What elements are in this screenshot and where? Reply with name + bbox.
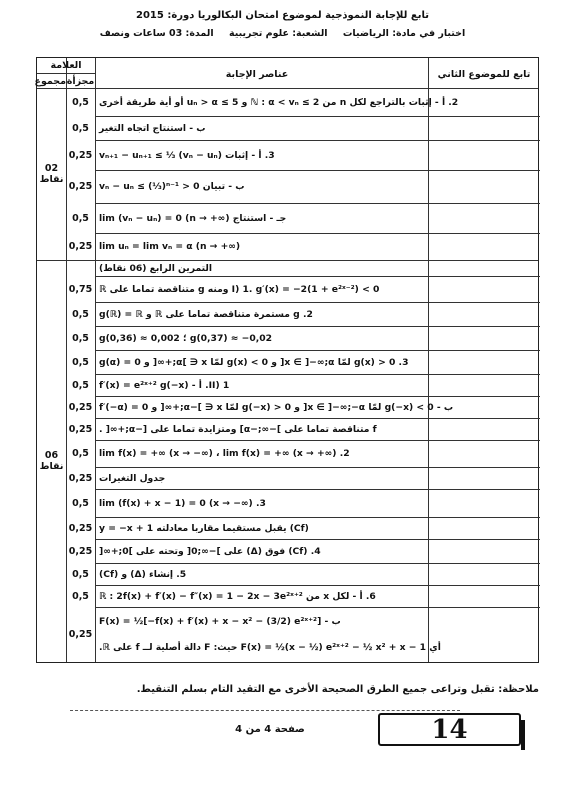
answer-row: 3. g(x) > 0 لمّا x ∈ ]−∞;α[ و g(x) < 0 لمّا x ∈ ]α;+∞[ و g(α) = 0 xyxy=(99,356,409,368)
partial-points: 0,5 xyxy=(72,590,89,602)
section1-total xyxy=(37,88,66,260)
total-unit: نقاط xyxy=(39,174,64,185)
answer-row: 4. (Cf) فوق (Δ) على ]−∞;0[ وتحته على ]0;+∞[ xyxy=(99,545,321,557)
total-value: 02 xyxy=(44,162,59,174)
answer-row: جـ - استنتاج lim (vₙ − uₙ) = 0 (n → +∞) xyxy=(99,212,287,224)
partial-points: 0,5 xyxy=(72,122,89,134)
partial-points: 0,5 xyxy=(72,308,89,320)
answer-row: جدول التغيرات xyxy=(99,472,166,484)
partial-points: 0,5 xyxy=(72,448,89,459)
answer-row: (Cf) يقبل مستقيما مقاربا معادلته y = −x + 1 xyxy=(99,522,309,534)
answer-row: f متناقصة تماما على ]−∞;−α] ومتزايدة تماما على [−α;+∞[ . xyxy=(99,423,377,435)
answer-row: 2. أ - إثبات بالتراجع لكل n من ℕ : α < vₙ ≤ 2 و 5 ≥ uₙ > α أو أية طريقة أخرى xyxy=(99,96,459,108)
total-unit: نقاط xyxy=(39,461,64,472)
answer-row: أي F(x) = ½(x − ½) e²ˣ⁺² − ½ x² + x − 1 حيث: F دالة أصلية لــ f على ℝ. xyxy=(99,641,441,653)
divider xyxy=(428,58,429,662)
total-header: مجموع xyxy=(34,76,66,87)
answer-row: ب - تبيان 0 < vₙ − uₙ ≤ (⅓)ⁿ⁻¹ xyxy=(99,181,245,192)
grading-table xyxy=(36,57,539,663)
answer-row: 5. إنشاء (Δ) و (Cf) xyxy=(99,568,187,580)
exam-subject: اختبار في مادة: الرياضيات xyxy=(342,28,466,39)
partial-points: 0,25 xyxy=(68,629,93,640)
partial-points: 0,25 xyxy=(68,149,93,161)
total-value: 06 xyxy=(44,449,59,461)
partial-points: 0,25 xyxy=(68,181,93,192)
document-title: تابع للإجابة النموذجية لموضوع امتحان البكالوريا دورة: 2015 xyxy=(136,10,429,21)
page-badge: 14 xyxy=(378,713,521,746)
page-number: صفحة 4 من 4 xyxy=(235,724,305,735)
partial-points: 0,5 xyxy=(72,497,89,509)
partial-points: 0,25 xyxy=(68,522,93,534)
exam-stream: الشعبة: علوم تجريبية xyxy=(228,28,328,39)
grade-header: العلامة xyxy=(50,60,82,71)
answer-row: I) 1. g′(x) = −2(1 + e²ˣ⁻²) < 0 ومنه g متناقصة تماما على ℝ xyxy=(99,283,380,295)
answer-header: عناصر الإجابة xyxy=(225,69,289,80)
partial-points: 0,25 xyxy=(68,472,93,484)
answer-row: lim uₙ = lim vₙ = α (n → +∞) xyxy=(99,241,241,252)
answer-row: 3. أ - إثبات vₙ₊₁ − uₙ₊₁ ≤ ⅓ (vₙ − uₙ) xyxy=(99,149,275,161)
partial-points: 0,75 xyxy=(68,283,93,295)
partial-points: 0,25 xyxy=(68,423,93,435)
answer-row: ب - F(x) = ½[−f(x) + f′(x) + x − x² − (3/2) e²ˣ⁺²] xyxy=(99,615,341,627)
partial-points: 0,5 xyxy=(72,356,89,368)
partial-points: 0,25 xyxy=(68,401,93,413)
exam-info xyxy=(0,28,565,39)
partial-points: 0,25 xyxy=(68,241,93,252)
partial-points: 0,5 xyxy=(72,332,89,344)
partial-points: 0,5 xyxy=(72,379,89,391)
partial-points: 0,5 xyxy=(72,96,89,108)
answer-row: ب - استنتاج اتجاه التغير xyxy=(99,122,206,134)
exam-duration: المدة: 03 ساعات ونصف xyxy=(99,28,214,39)
exercise-title: التمرين الرابع (06 نقاط) xyxy=(99,262,212,274)
answer-row: 3. lim (f(x) + x − 1) = 0 (x → −∞) xyxy=(99,497,266,509)
footer-divider xyxy=(70,710,460,711)
partial-points: 0,5 xyxy=(72,212,89,224)
answer-row: 2. lim f(x) = +∞ (x → −∞) ، lim f(x) = +∞ (x → +∞) xyxy=(99,448,350,459)
topic-header: تابع للموضوع الثاني xyxy=(437,69,531,80)
partial-points: 0,5 xyxy=(72,568,89,580)
divider xyxy=(95,607,540,608)
divider xyxy=(37,73,95,74)
answer-row: g(0,37) ≈ −0,02 ؛ g(0,36) ≈ 0,002 xyxy=(99,332,272,344)
answer-row: II) 1. أ - f′(x) = e²ˣ⁺² g(−x) xyxy=(99,379,230,391)
answer-row: ب - g(−x) < 0 لمّا x ∈ ]−∞;−α[ و g(−x) > 0 لمّا x ∈ ]−α;+∞[ و f′(−α) = 0 xyxy=(99,401,454,413)
answer-row: 6. أ - لكل x من ℝ : 2f(x) + f′(x) − f″(x) = 1 − 2x − 3e²ˣ⁺² xyxy=(99,590,376,602)
partial-header: مجزأة xyxy=(66,76,95,87)
answer-row: 2. g مستمرة متناقصة تماما على ℝ و g(ℝ) = ℝ xyxy=(99,308,313,320)
grading-note: ملاحظة: تقبل وتراعى جميع الطرق الصحيحة الأخرى مع التقيد التام بسلم التنقيط. xyxy=(136,684,539,695)
partial-points: 0,25 xyxy=(68,545,93,557)
section2-total xyxy=(37,260,66,662)
